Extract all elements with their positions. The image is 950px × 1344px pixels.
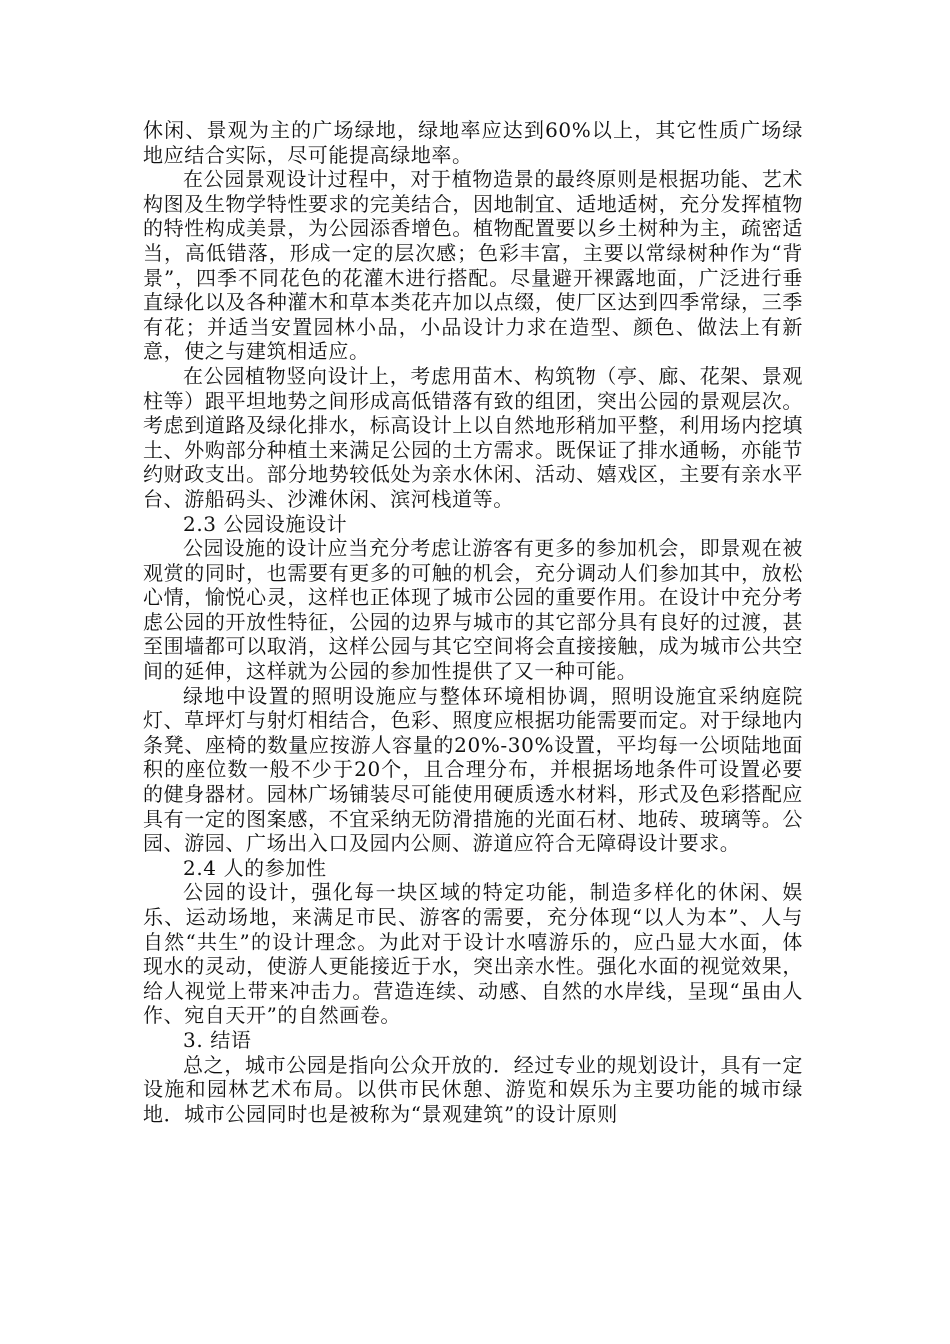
section-heading-conclusion: 3. 结语 xyxy=(183,1027,252,1052)
paragraph-facility-design: 公园设施的设计应当充分考虑让游客有更多的参加机会，即景观在被观赏的同时，也需要有更多的可触的机会，充分调动人们参加其中，放松心情，愉悦心灵，这样也正体现了城市公园的重要作用。在设计中充分考虑公园的开放性特征，公园的边界与城市的其它部分具有良好的过渡，甚至围墙都可以取消，这样公园与其它空间将会直接接触，成为城市公共空间的延伸，这样就为公园的参加性提供了又一种可能。 xyxy=(143,536,803,684)
paragraph-plant-landscaping: 在公园景观设计过程中，对于植物造景的最终原则是根据功能、艺术构图及生物学特性要求的完美结合，因地制宜、适地适树，充分发挥植物的特性构成美景，为公园添香增色。植物配置要以乡土树种为主，疏密适当，高低错落，形成一定的层次感；色彩丰富，主要以常绿树种作为“背景”，四季不同花色的花灌木进行搭配。尽量避开裸露地面，广泛进行垂直绿化以及各种灌木和草本类花卉加以点缀，使厂区达到四季常绿，三季有花；并适当安置园林小品，小品设计力求在造型、颜色、做法上有新意，使之与建筑相适应。 xyxy=(143,167,803,364)
section-heading-facilities: 2.3 公园设施设计 xyxy=(183,511,348,536)
paragraph-lighting-seating: 绿地中设置的照明设施应与整体环境相协调，照明设施宜采纳庭院灯、草坪灯与射灯相结合，色彩、照度应根据功能需要而定。对于绿地内条凳、座椅的数量应按游人容量的20%-30%设置，平均每一公顷陆地面积的座位数一般不少于20个，且合理分布，并根据场地条件可设置必要的健身器材。园林广场铺装尽可能使用硬质透水材料，形式及色彩搭配应具有一定的图案感，不宜采纳无防滑措施的光面石材、地砖、玻璃等。公园、游园、广场出入口及园内公厕、游道应符合无障碍设计要求。 xyxy=(143,683,803,856)
document-body xyxy=(143,118,803,1126)
section-heading-participation: 2.4 人的参加性 xyxy=(183,855,327,880)
paragraph-participation: 公园的设计，强化每一块区域的特定功能，制造多样化的休闲、娱乐、运动场地，来满足市民、游客的需要，充分体现“以人为本”、人与自然“共生”的设计理念。为此对于设计水嘻游乐的，应凸显大水面，体现水的灵动，使游人更能接近于水，突出亲水性。强化水面的视觉效果，给人视觉上带来冲击力。营造连续、动感、自然的水岸线，呈现“虽由人作、宛自天开”的自然画卷。 xyxy=(143,880,803,1028)
paragraph-vertical-design: 在公园植物竖向设计上，考虑用苗木、构筑物（亭、廊、花架、景观柱等）跟平坦地势之间形成高低错落有致的组团，突出公园的景观层次。考虑到道路及绿化排水，标高设计上以自然地形稍加平整，利用场内挖填土、外购部分种植土来满足公园的土方需求。既保证了排水通畅，亦能节约财政支出。部分地势较低处为亲水休闲、活动、嬉戏区，主要有亲水平台、游船码头、沙滩休闲、滨河栈道等。 xyxy=(143,363,803,511)
paragraph-green-ratio: 休闲、景观为主的广场绿地，绿地率应达到60%以上，其它性质广场绿地应结合实际，尽可能提高绿地率。 xyxy=(143,118,803,167)
paragraph-conclusion: 总之，城市公园是指向公众开放的．经过专业的规划设计，具有一定设施和园林艺术布局。以供市民休憩、游览和娱乐为主要功能的城市绿地．城市公园同时也是被称为“景观建筑”的设计原则 xyxy=(143,1052,803,1126)
